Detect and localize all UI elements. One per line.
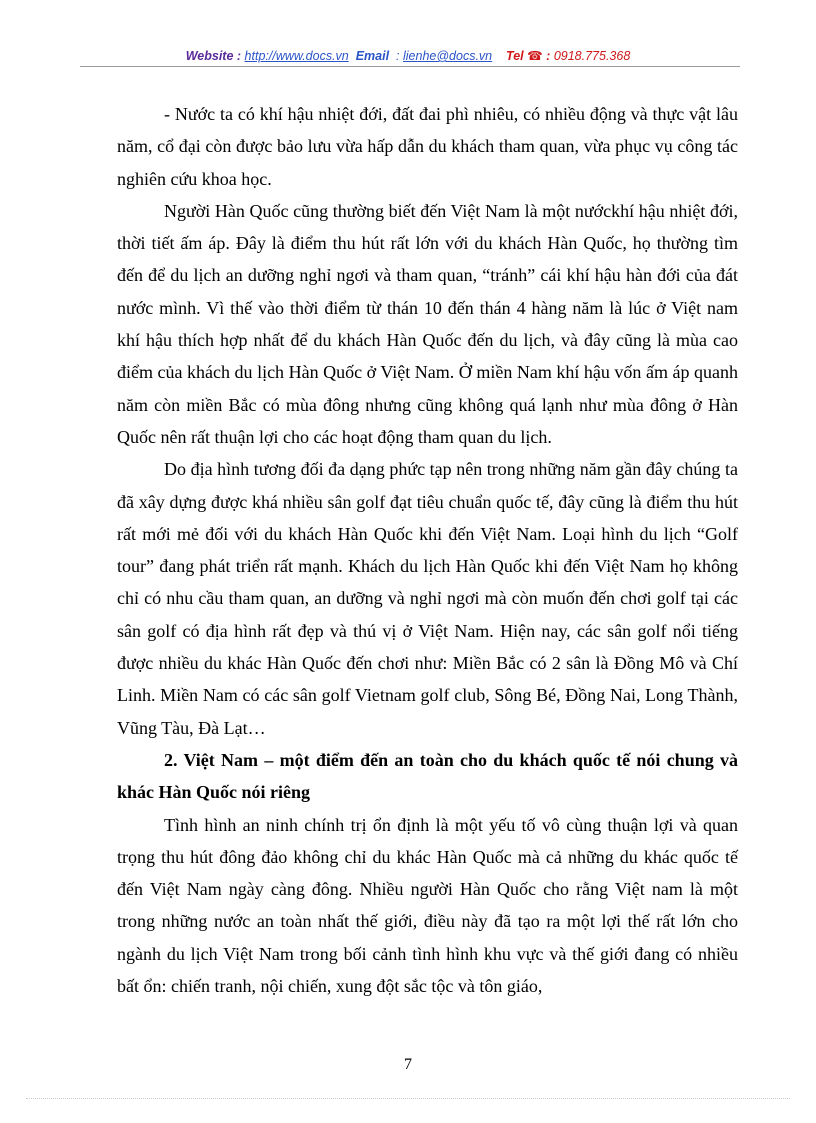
- email-link[interactable]: lienhe@docs.vn: [403, 49, 493, 63]
- paragraph-climate-korea: Người Hàn Quốc cũng thường biết đến Việt Nam là một nướckhí hậu nhiệt đới, thời tiết ấm áp. Đây là điểm thu hút rất lớn với du khách Hàn Quốc, họ thường tìm đến để du lịch an dưỡng nghỉ ngơi và tham quan, “tránh” cái khí hậu hàn đới của đát nước mình. Vì thế vào thời điểm từ thán 10 đến thán 4 hàng năm là lúc ở Việt nam khí hậu thích hợp nhất để du khách Hàn Quốc đến du lịch, và đây cũng là mùa cao điểm của khách du lịch Hàn Quốc ở Việt Nam. Ở miền Nam khí hậu vốn ấm áp quanh năm còn miền Bắc có mùa đông nhưng cũng không quá lạnh như mùa đông ở Hàn Quốc nên rất thuận lợi cho các hoạt động tham quan du lịch.: [117, 200, 738, 447]
- paragraph-safety: Tình hình an ninh chính trị ổn định là một yếu tố vô cùng thuận lợi và quan trọng thu hút đông đảo không chỉ du khác Hàn Quốc mà cả những du khác quốc tế đến Việt Nam ngày càng đông. Nhiều người Hàn Quốc cho rằng Việt nam là một trong những nước an toàn nhất thế giới, điều này đã tạo ra một lợi thế rất lớn cho ngành du lịch Việt Nam trong bối cảnh tình hình khu vực và thế giới đang có nhiều bất ổn: chiến tranh, nội chiến, xung đột sắc tộc và tôn giáo,: [117, 814, 738, 997]
- page-header: [0, 48, 816, 64]
- tel-number: 0918.775.368: [553, 49, 631, 63]
- section-heading: 2. Việt Nam – một điểm đến an toàn cho du khách quốc tế nói chung và khác Hàn Quốc nói riêng: [117, 749, 738, 803]
- paragraph-golf: Do địa hình tương đối đa dạng phức tạp nên trong những năm gần đây chúng ta đã xây dựng được khá nhiều sân golf đạt tiêu chuẩn quốc tế, đây cũng là điểm thu hút rất mới mẻ đối với du khách Hàn Quốc khi đến Việt Nam. Loại hình du lịch “Golf tour” đang phát triển rất mạnh. Khách du lịch Hàn Quốc khi đến Việt Nam họ không chỉ có nhu cầu tham quan, an dưỡng và nghỉ ngơi mà còn muốn đến chơi golf tại các sân golf có địa hình rất đẹp và thú vị ở Việt Nam. Hiện nay, các sân golf nổi tiếng được nhiều du khác Hàn Quốc đến chơi như: Miền Bắc có 2 sân là Đồng Mô và Chí Linh. Miền Nam có các sân golf Vietnam golf club, Sông Bé, Đồng Nai, Long Thành, Vũng Tàu, Đà Lạt…: [117, 459, 738, 738]
- email-label: Email: [355, 49, 390, 63]
- page-bottom-divider: [26, 1098, 790, 1099]
- page-number: 7: [404, 1056, 412, 1073]
- header-divider: [80, 66, 740, 67]
- website-label: Website :: [185, 49, 242, 63]
- website-link[interactable]: http://www.docs.vn: [244, 49, 349, 63]
- document-body: [117, 98, 738, 1002]
- email-separator: :: [396, 49, 400, 63]
- paragraph-climate-intro: - Nước ta có khí hậu nhiệt đới, đất đai phì nhiêu, có nhiều động và thực vật lâu năm, cổ đại còn được bảo lưu vừa hấp dẫn du khách tham quan, vừa phục vụ công tác nghiên cứu khoa học.: [117, 104, 738, 189]
- tel-label: Tel ☎ :: [506, 49, 551, 63]
